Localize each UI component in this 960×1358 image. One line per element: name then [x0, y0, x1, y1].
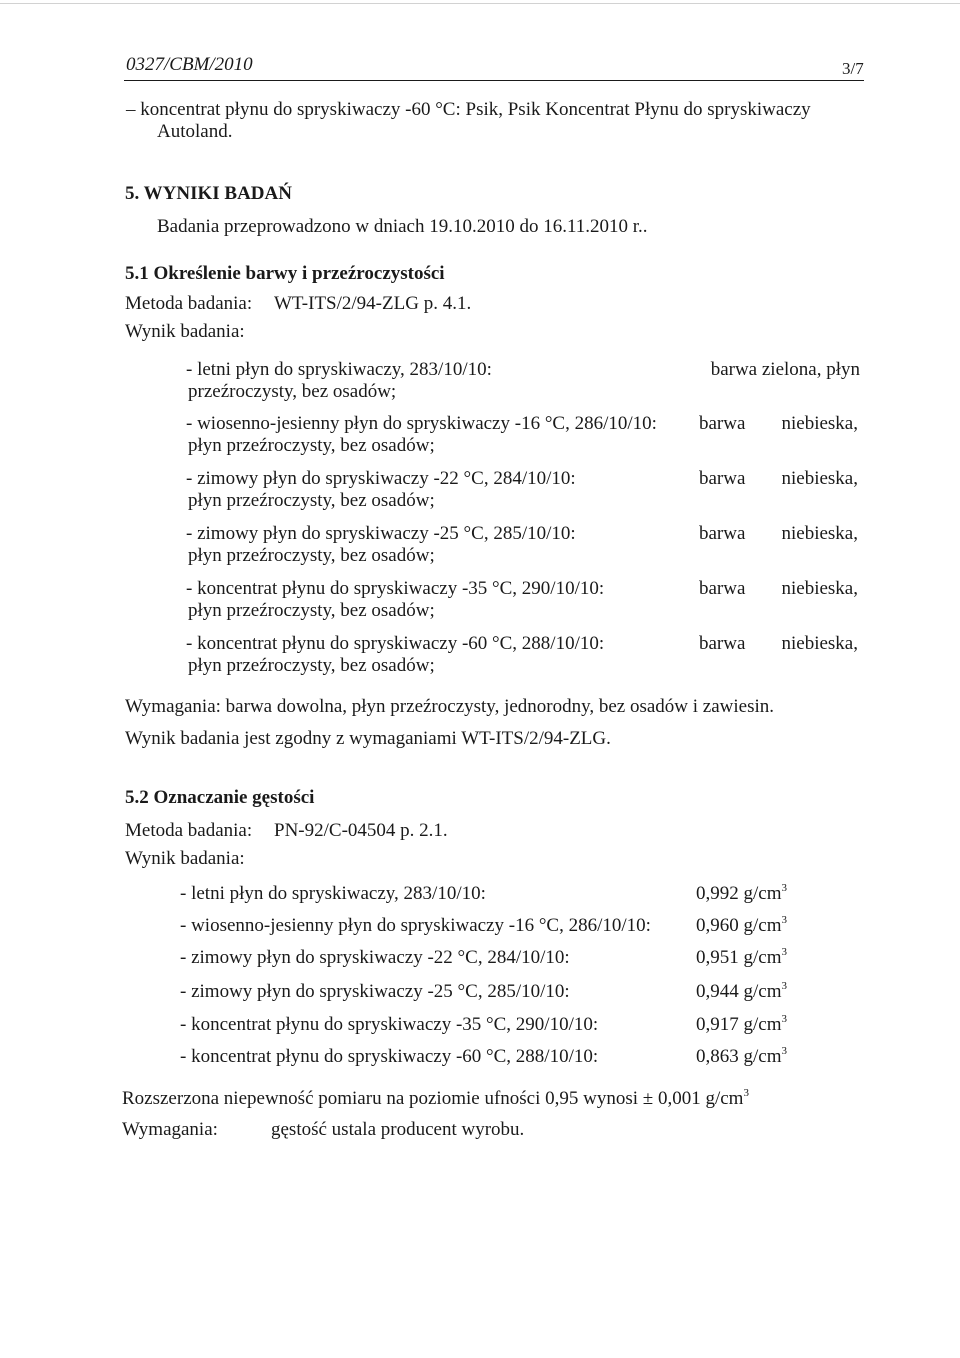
s52-req-label: Wymagania: — [122, 1119, 218, 1140]
intro-line-2: Autoland. — [157, 121, 233, 142]
result-item-color-word: barwa — [699, 578, 746, 599]
section-5-heading: 5. WYNIKI BADAŃ — [125, 183, 292, 204]
result-item-label: - letni płyn do spryskiwaczy, 283/10/10: — [186, 359, 492, 380]
s51-method-label: Metoda badania: — [125, 293, 253, 314]
result-item-clarity: płyn przeźroczysty, bez osadów; — [188, 490, 435, 511]
density-unit: g/cm — [743, 981, 782, 1002]
result-item-color-value: niebieska, — [781, 523, 858, 544]
density-unit-exponent: 3 — [781, 945, 787, 958]
s51-result-label: Wynik badania: — [125, 321, 245, 342]
density-item-label: - letni płyn do spryskiwaczy, 283/10/10: — [180, 883, 486, 904]
result-item-color-word: barwa — [699, 413, 746, 434]
density-item-label: - wiosenno-jesienny płyn do spryskiwaczy -16 °C, 286/10/10: — [180, 915, 651, 936]
density-unit: g/cm — [743, 883, 782, 904]
density-number: 0,951 — [696, 947, 739, 968]
density-unit: g/cm — [743, 947, 782, 968]
result-item-label: - wiosenno-jesienny płyn do spryskiwaczy -16 °C, 286/10/10: — [186, 413, 657, 434]
page-number: 3/7 — [842, 59, 864, 78]
scan-top-edge — [0, 3, 960, 4]
s52-uncertainty — [122, 1087, 749, 1111]
result-item-color-value: niebieska, — [781, 468, 858, 489]
s52-method-label: Metoda badania: — [125, 820, 253, 841]
result-item-color-value: niebieska, — [781, 633, 858, 654]
section-5-2-heading: 5.2 Oznaczanie gęstości — [125, 787, 315, 808]
result-item-label: - zimowy płyn do spryskiwaczy -22 °C, 284/10/10: — [186, 468, 576, 489]
density-item-value — [696, 980, 787, 1004]
uncertainty-text: Rozszerzona niepewność pomiaru na poziomie ufności 0,95 wynosi ± 0,001 g/cm — [122, 1088, 744, 1109]
density-item-value — [696, 1045, 787, 1069]
result-item-color-value: niebieska, — [781, 413, 858, 434]
result-item-clarity: płyn przeźroczysty, bez osadów; — [188, 600, 435, 621]
result-item-label: - koncentrat płynu do spryskiwaczy -35 °C, 290/10/10: — [186, 578, 605, 599]
result-item-color-word: barwa — [699, 633, 746, 654]
intro-line-1: – koncentrat płynu do spryskiwaczy -60 °C: Psik, Psik Koncentrat Płynu do spryskiwaczy — [126, 99, 811, 120]
s52-result-label: Wynik badania: — [125, 848, 245, 869]
result-item-clarity: płyn przeźroczysty, bez osadów; — [188, 545, 435, 566]
s52-method-value: PN-92/C-04504 p. 2.1. — [274, 820, 448, 841]
result-item-label: - zimowy płyn do spryskiwaczy -25 °C, 285/10/10: — [186, 523, 576, 544]
result-item-clarity: płyn przeźroczysty, bez osadów; — [188, 435, 435, 456]
density-item-label: - koncentrat płynu do spryskiwaczy -35 °C, 290/10/10: — [180, 1014, 599, 1035]
uncertainty-exponent: 3 — [743, 1086, 749, 1099]
s51-requirements: Wymagania: barwa dowolna, płyn przeźroczysty, jednorodny, bez osadów i zawiesin. — [125, 696, 775, 717]
density-item-value — [696, 914, 787, 938]
density-item-value — [696, 1013, 787, 1037]
document-id: 0327/CBM/2010 — [126, 54, 253, 75]
density-number: 0,863 — [696, 1046, 739, 1067]
result-item-label: - koncentrat płynu do spryskiwaczy -60 °C, 288/10/10: — [186, 633, 605, 654]
result-item-clarity: płyn przeźroczysty, bez osadów; — [188, 655, 435, 676]
result-item-color-word: barwa — [699, 468, 746, 489]
header-rule — [124, 80, 864, 81]
density-unit: g/cm — [743, 1046, 782, 1067]
density-number: 0,992 — [696, 883, 739, 904]
density-item-value — [696, 946, 787, 970]
section-5-1-heading: 5.1 Określenie barwy i przeźroczystości — [125, 263, 445, 284]
density-number: 0,960 — [696, 915, 739, 936]
density-unit-exponent: 3 — [781, 979, 787, 992]
result-item-color-value: niebieska, — [781, 578, 858, 599]
s52-req-value: gęstość ustala producent wyrobu. — [271, 1119, 525, 1140]
s51-conclusion: Wynik badania jest zgodny z wymaganiami WT-ITS/2/94-ZLG. — [125, 728, 611, 749]
density-item-value — [696, 882, 787, 906]
density-unit-exponent: 3 — [781, 1012, 787, 1025]
density-unit: g/cm — [743, 1014, 782, 1035]
result-item-clarity: przeźroczysty, bez osadów; — [188, 381, 397, 402]
density-unit-exponent: 3 — [781, 913, 787, 926]
s51-method-value: WT-ITS/2/94-ZLG p. 4.1. — [274, 293, 472, 314]
result-item-color-word: barwa — [699, 523, 746, 544]
result-item-color-value: barwa zielona, płyn — [710, 359, 860, 380]
density-unit: g/cm — [743, 915, 782, 936]
section-5-text: Badania przeprowadzono w dniach 19.10.2010 do 16.11.2010 r.. — [157, 216, 648, 237]
density-item-label: - zimowy płyn do spryskiwaczy -22 °C, 284/10/10: — [180, 947, 570, 968]
density-item-label: - koncentrat płynu do spryskiwaczy -60 °C, 288/10/10: — [180, 1046, 599, 1067]
density-number: 0,917 — [696, 1014, 739, 1035]
density-unit-exponent: 3 — [781, 1044, 787, 1057]
density-number: 0,944 — [696, 981, 739, 1002]
density-unit-exponent: 3 — [781, 881, 787, 894]
density-item-label: - zimowy płyn do spryskiwaczy -25 °C, 285/10/10: — [180, 981, 570, 1002]
